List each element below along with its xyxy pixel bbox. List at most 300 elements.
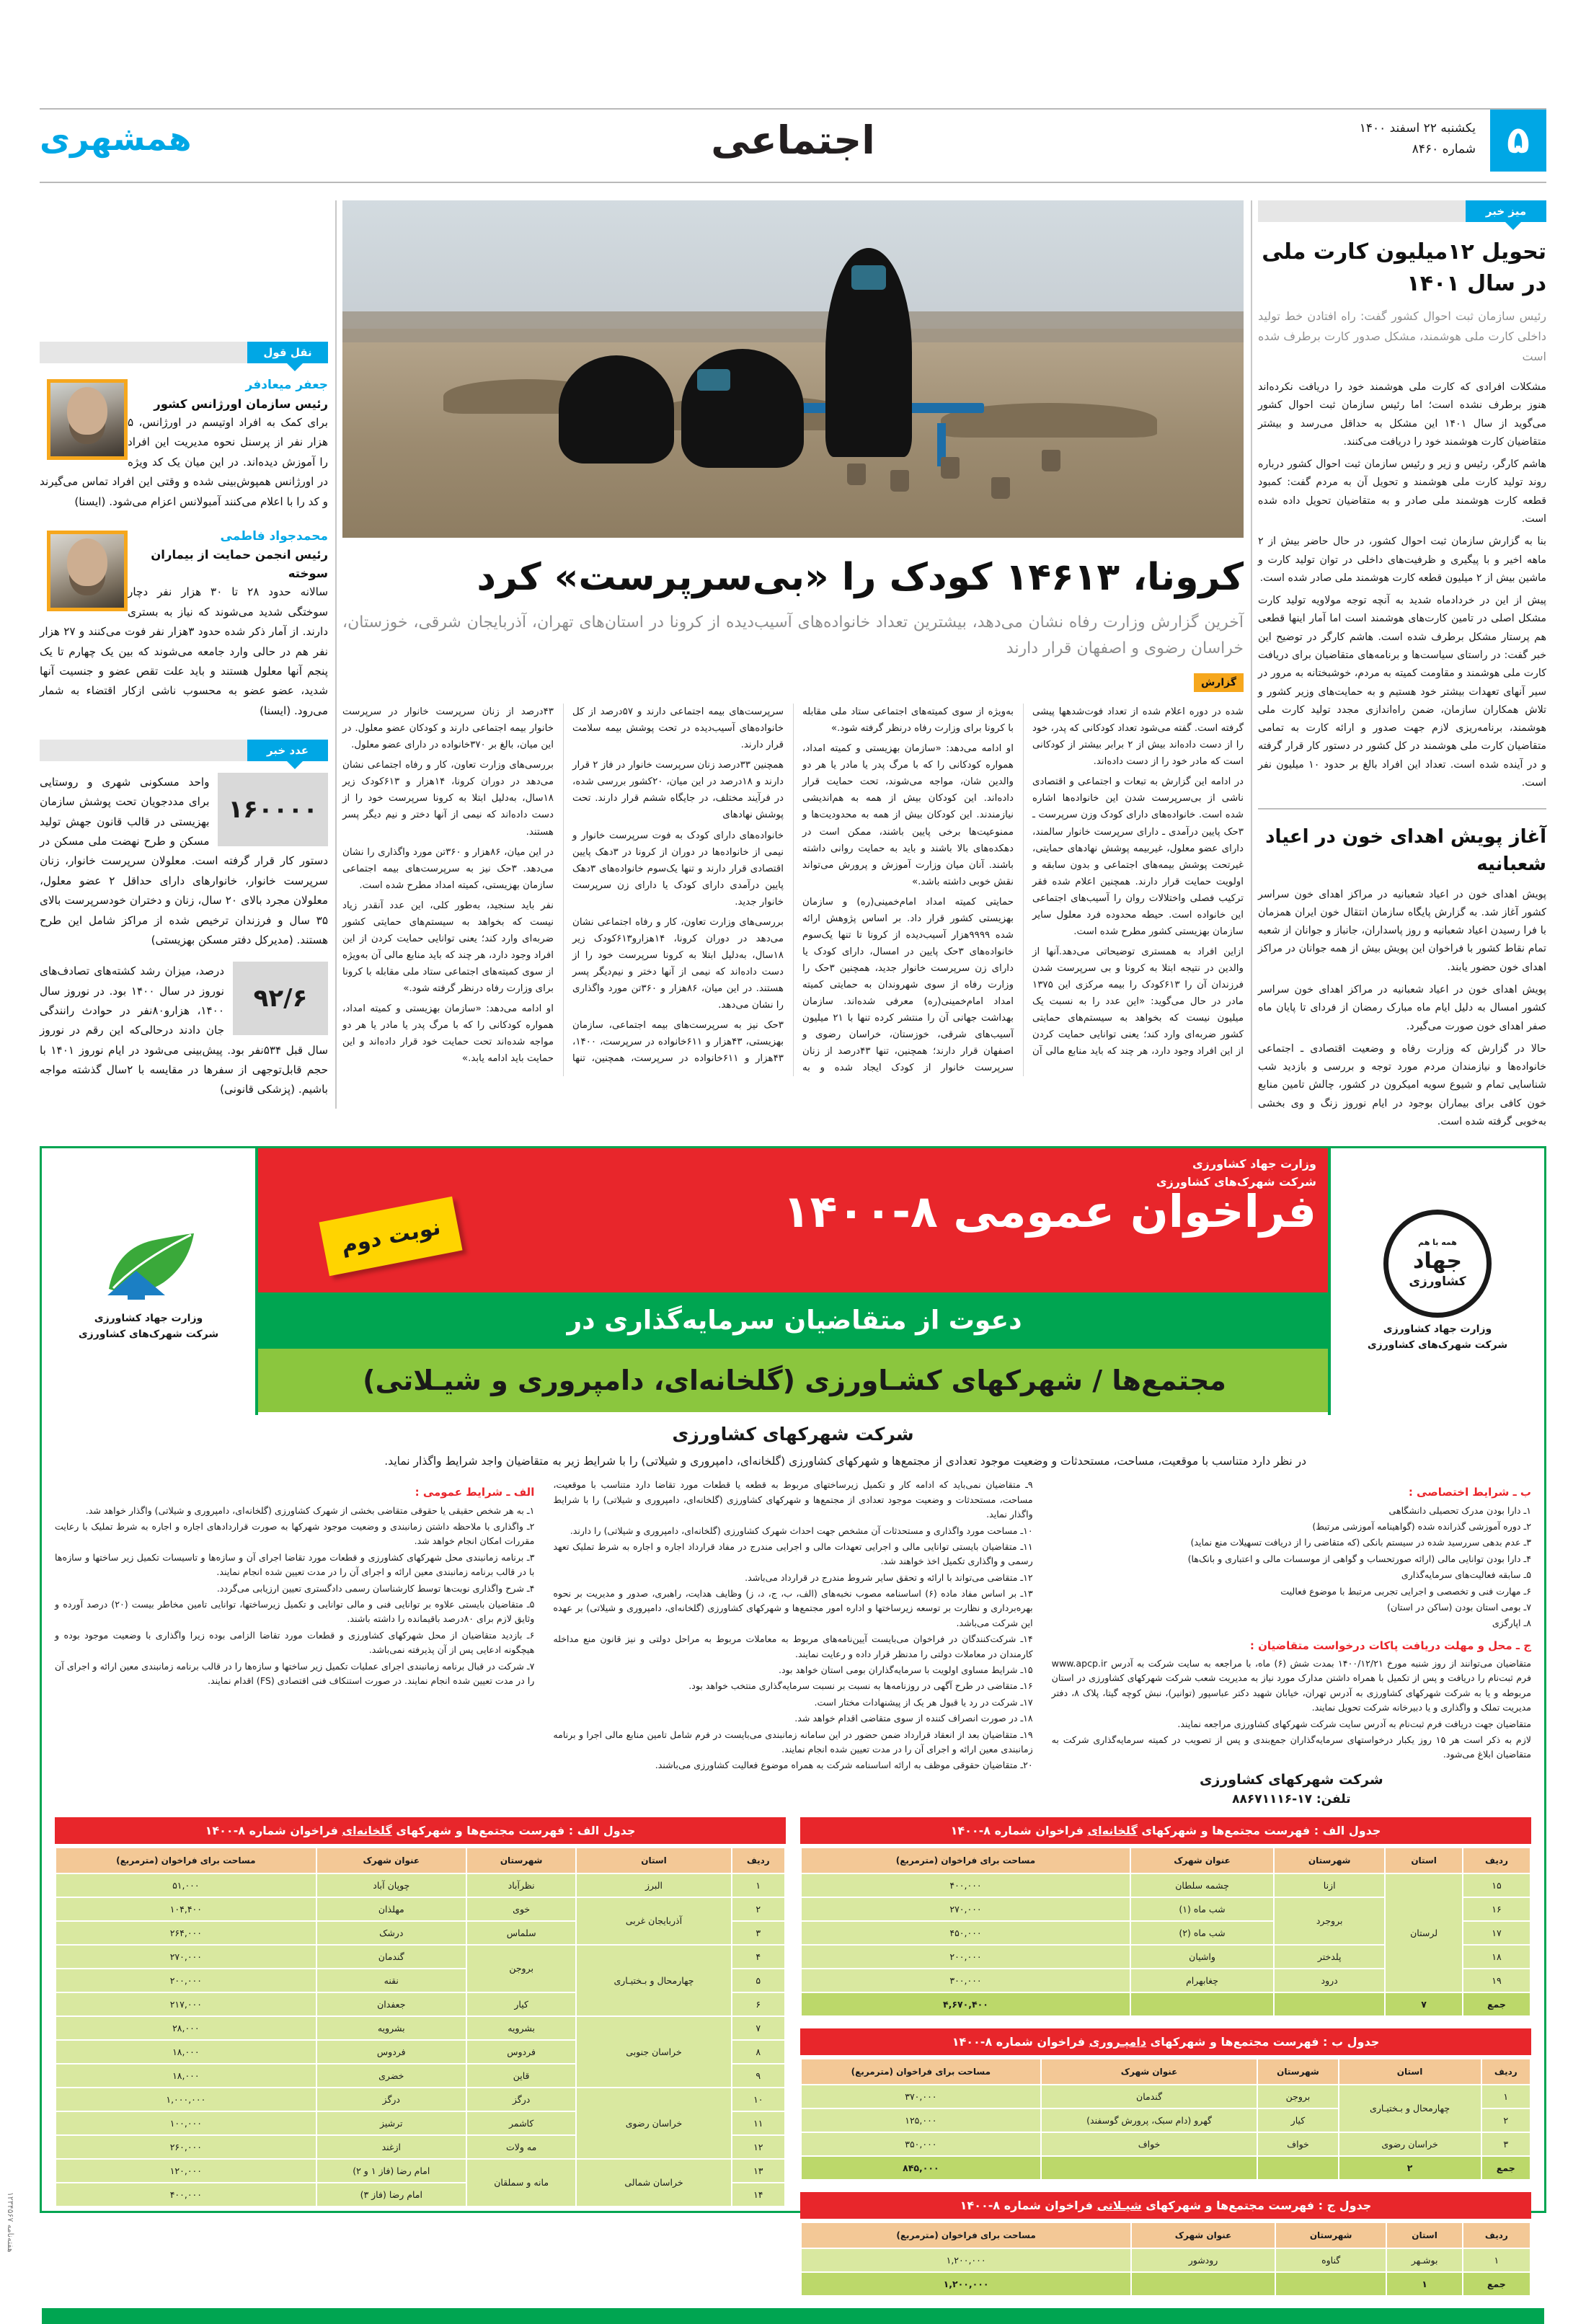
cell-sum-count: ۱: [1386, 2272, 1462, 2296]
agri-town-leaf-icon: [94, 1220, 203, 1307]
th-radif: ردیف: [1481, 2059, 1530, 2085]
number-flag-wrap: [40, 740, 328, 764]
cell-shahrak: درشک: [316, 1921, 466, 1945]
jihad-seal-logo: [1383, 1210, 1492, 1318]
cell-shahrestan: سلماس: [466, 1921, 577, 1945]
list-item: متقاضیان جهت دریافت فرم ثبت‌نام به آدرس سایت شرکت شهرکهای کشاورزی مراجعه نمایند.: [1177, 1718, 1531, 1729]
table-sum-row: [801, 1992, 1530, 2016]
list-item: ۲ـ دوره آموزشی گذرانده شده (گواهینامه آموزشی مرتبط): [1312, 1521, 1531, 1533]
seal-main-text: جهاد: [1412, 1248, 1463, 1274]
news-desk-story1-body: [1258, 378, 1546, 792]
paragraph: ازاین افراد به همستری توضیحاتی می‌دهد.آنها از والدین در نتیجه ابتلا به کرونا و بی سرپرست شدن فرزندان آن را ۶۱۳کودک را بیمه مرکزی این ۱۳۷۵ مادر در حال می‌گوید: «این عدد را به نسبت یک میلیون نیست که بخواهد به سیستم‌های حمایتی کشور ضربه‌ای وارد کند؛ یعنی توانایی حمایت کردن از این افراد وجود دارد، هر چند که باید منابع مالی آن به‌ویژه از سوی کمیته‌های اجتماعی ستاد ملی مقابله با کرونا برای وزارت رفاه درنظر گرفته شود.»: [802, 706, 1244, 1057]
paragraph: بنا به گزارش سازمان ثبت احوال کشور، در حال حاضر بیش از ۲ ماهه اخیر و با پیگیری و ظرفیت‌های داخلی در توان تولید کارت و ماشین بیش از ۲ میلیون قطعه کارت هوشمند ملی صادر شده است.: [1258, 536, 1546, 584]
list-item: ۲ـ واگذاری با ملاحظه داشتن زمانبندی و وضعیت موجود شهرکها به صورت قراردادهای اجاره و اجاره به شرط تملیک با رعایت مقررات امکان انجام خواهد شد.: [55, 1521, 535, 1547]
table-header-row: [801, 2222, 1530, 2248]
cell-shahrak: چغابهرام: [1130, 1969, 1274, 1992]
cell-shahrak: واشیان: [1130, 1945, 1274, 1969]
list-item: ۱ـ دارا بودن مدرک تحصیلی دانشگاهی: [1388, 1504, 1531, 1516]
th-shahrestan: شهرستان: [466, 1848, 577, 1873]
cell-shahrak: چشمه سلطان: [1130, 1873, 1274, 1897]
cell-shahrestan: ازنا: [1274, 1873, 1385, 1897]
cell-radif: ۱: [1463, 2248, 1530, 2272]
cell-radif: ۱۲: [732, 2135, 785, 2159]
cell-shahrestan: فردوس: [466, 2040, 577, 2064]
photo-flower-pot: [941, 457, 960, 479]
news-desk-flag: میز خبر: [1466, 200, 1546, 222]
cell-shahrak: فردوس: [316, 2040, 466, 2064]
table-b: [800, 2058, 1531, 2181]
list-item: متقاضیان می‌توانند از روز شنبه مورخ ۱۴۰۰/۱۲/۲۱ بمدت شش (۶) ماه، با مراجعه به سایت شرکت به آدرس www.apcp.ir فرم ثبت‌نام را دریافت و پس از تکمیل با همراه داشتن مدارک مورد نیاز به مدیریت شعب شرکت شهرکهای کشاورزی در استان مربوطه و یا به شرکت شهرکهای کشاورزی به آدرس تهران، خیابان شهید دکتر عباسپور (توانیر)، نبش کوچه گیتا، پلاک ۸، دفتر مدیریت تملک و واگذاری و یا دبیرخانه شرکت تحویل نمایند.: [1051, 1658, 1531, 1713]
cell-area: ۲۱۷,۰۰۰: [56, 1992, 316, 2016]
ad-special-conditions-heading: ب ـ شرایط اختصاصی :: [1408, 1486, 1531, 1499]
ad-ministry: وزارت جهاد کشاورزی: [1192, 1157, 1316, 1171]
cell-sum-blank: [1275, 2272, 1387, 2296]
ministry-line: وزارت جهاد کشاورزی: [94, 1313, 203, 1325]
ad-green-band-text: دعوت از متقاضیان سرمایه‌گذاری در: [567, 1305, 1022, 1336]
cell-area: ۳۵۰,۰۰۰: [801, 2132, 1041, 2156]
paragraph: بررسی‌های وزارت تعاون، کار و رفاه اجتماعی نشان می‌دهد در دوران کرونا، ۱۴هزارو۶۱۳کودک زیر ۱۸سال، به‌دلیل ابتلا به کرونا سرپرست خود را از دست داده‌اند که نیمی از آنها دختر و نیم‌دیگر پسر هستند. در این میان، ۸۶هزار و ۳۶۰تن مورد واگذاری را نشان می‌دهد.: [572, 916, 784, 1011]
table-header-row: [801, 2059, 1530, 2085]
story-divider: [1258, 808, 1546, 810]
photo-flower-pot: [890, 470, 909, 492]
cell-shahrak: خضری: [316, 2064, 466, 2088]
cell-area: ۲۰۰,۰۰۰: [56, 1969, 316, 1992]
table-a-part2: [800, 1847, 1531, 2017]
cell-radif: ۱: [1481, 2085, 1530, 2108]
page-spine-label: هفته‌نامه ۱۲۳۴۵۶۷: [6, 2192, 15, 2253]
cell-shahrak: نقنه: [316, 1969, 466, 1992]
section-title: [40, 112, 1546, 164]
cell-ostan: البرز: [576, 1873, 731, 1897]
table-c-caption: [800, 2192, 1531, 2219]
quote-person-name: جعفر میعادفر: [245, 378, 328, 392]
table-sum-row: [801, 2272, 1530, 2296]
list-item: ۳ـ عدم بدهی سررسید شده در سیستم بانکی (که متقاضی را از دریافت تسهیلات منع نماید): [1190, 1537, 1531, 1548]
kicker-row: [342, 673, 1244, 692]
table-row: [801, 1873, 1530, 1897]
photo-sky: [342, 200, 1244, 329]
news-desk-story1-headline: تحویل ۱۲میلیون کارت ملی در سال ۱۴۰۱: [1262, 239, 1546, 296]
th-shahrak: عنوان شهرک: [1130, 1848, 1274, 1873]
cell-shahrestan: درود: [1274, 1969, 1385, 1992]
ad-green-footer: [42, 2308, 1544, 2324]
masthead-rule-bottom: [40, 182, 1546, 183]
paragraph: نفر باید سنجید، به‌طور کلی، این عدد آنقدر زیاد نیست که بخواهد به سیستم‌های حمایتی کشور ضربه‌ای وارد کند؛ یعنی توانایی حمایت کردن از این افراد وجود دارد، هر چند که باید منابع مالی آن به‌ویژه از سوی کمیته‌های اجتماعی ستاد ملی مقابله با کرونا برای وزارت رفاه درنظر گرفته شود.»: [342, 900, 554, 994]
cell-shahrestan: کیار: [466, 1992, 577, 2016]
list-item: ۱۷ـ شرکت در رد یا قبول هر یک از پیشنهادات مختار است.: [814, 1696, 1033, 1708]
cell-shahrestan: خوی: [466, 1897, 577, 1921]
ad-signature: شرکت شهرکهای کشاورزی: [1199, 1771, 1383, 1788]
photo-hill: [342, 311, 1244, 342]
list-item: ۴ـ دارا بودن توانایی مالی (ارائه صورتحساب و گواهی از موسسات مالی و اعتباری و بانک‌ها): [1187, 1553, 1531, 1564]
cell-area: ۴۰۰,۰۰۰: [801, 1873, 1130, 1897]
cell-radif: ۲: [1481, 2108, 1530, 2132]
photo-flower-pot: [1042, 450, 1060, 471]
ad-subhead-lead: در نظر دارد متناسب با موقعیت، مساحت، مستحدثات و وضعیت موجود تعدادی از مجتمع‌ها و شهرکهای کشاورزی (گلخانه‌ای، دامپروری و شیلاتی) را با شرایط زیر به متقاضیان واجد شرایط واگذار نماید.: [384, 1455, 1306, 1468]
quote-block: [40, 528, 328, 721]
list-item: ۱۳ـ بر اساس مفاد ماده (۶) اساسنامه مصوب نخبه‌های (الف، ب، ج، د، ز) وظایف هدایت، راهبری، صدور و مدیریت بر نحوه بهره‌برداری و نظارت بر توسعه زیرساختها و اداره امور مجتمع‌ها و شهرکهای کشاورزی (گلخانه‌ای، دامپروری و شیلاتی) بر عهده این شرکت می‌باشد.: [553, 1588, 1033, 1628]
photo-flower-pot: [847, 464, 866, 485]
news-desk-story2-headline: آغاز پویش اهدای خون در اعیاد شعبانیه: [1265, 826, 1546, 875]
main-story-headline: کرونا، ۱۴۶۱۳ کودک را «بی‌سرپرست» کرد: [477, 556, 1244, 599]
quote-portrait-photo: [47, 531, 128, 611]
quote-text: برای کمک به افراد اوتیسم در اورژانس، ۵ هزار نفر از پرسنل نحوه مدیریت این افراد را آموزش دیده‌اند. در این میان یک کد ویژه در اورژانس همپوش‌بینی شده و وقتی این افراد تماس می‌گیرند و کد را با اعلام می‌کنند آمبولانس اعزام می‌شود. (ایسنا): [40, 416, 328, 508]
cell-sum-label: جمع: [1481, 2156, 1530, 2180]
list-item: ۲۰ـ متقاضیان حقوقی موظف به ارائه اساسنامه شرکت به همراه موضوع فعالیت کشاورزی می‌باشند.: [655, 1760, 1033, 1771]
cell-shahrak: امام رضا (فاز ۱ و ۲): [316, 2159, 466, 2183]
list-item: ۵ـ سابقه فعالیت‌های سرمایه‌گذاری: [1401, 1569, 1531, 1581]
cell-shahrestan: قاین: [466, 2064, 577, 2088]
cell-sum-label: جمع: [1463, 2272, 1530, 2296]
ad-terms-col-general: [55, 1478, 534, 1809]
section-title-text: اجتماعی: [711, 117, 875, 163]
cell-area: ۱۰۴,۴۰۰: [56, 1897, 316, 1921]
caption-prefix: جدول الف : فهرست مجتمع‌ها و شهرکهای: [1141, 1823, 1381, 1837]
th-shahrestan: شهرستان: [1274, 1848, 1385, 1873]
cell-radif: ۱۳: [732, 2159, 785, 2183]
cell-shahrestan: مانه و سملقان: [466, 2159, 577, 2207]
seal-sub-text: کشاورزی: [1409, 1274, 1466, 1290]
caption-suffix: فراخوان شماره ۸-۱۴۰۰: [960, 2198, 1094, 2212]
cell-ostan: خراسان جنوبی: [576, 2016, 731, 2088]
advertisement: [40, 1146, 1546, 2289]
cell-shahrak: جعفدان: [316, 1992, 466, 2016]
caption-prefix: جدول ج : فهرست مجتمع‌ها و شهرکهای: [1146, 2198, 1372, 2212]
paragraph: در ادامه این گزارش به تبعات و اجتماعی و اقتصادی ناشی از بی‌سرپرست شدن این خانواده‌ها اشاره شده است. خانواده‌های دارای کودک وزن سرپرست ـ ۳حک پایین درآمدی ـ دارای سرپرست خانوار سالمند، دارای عضو معلول، غیربیمه پوشش نهادهای حمایتی، غیرتحت پوشش بیمه‌های اجتماعی و بدون سابقه و اولویت حمایت قرار دارند. همچنین اعلام شده فقر ترکیب فصلی واختلالات روان را آسیب‌های اجتماعی این خانواده است. حیطه محدوده فرد معلول سایر سازمان بهزیستی کشور مطرح شده است.: [1032, 776, 1244, 937]
cell-shahrak: رودشور: [1131, 2248, 1275, 2272]
article-body-area: [40, 200, 1547, 1127]
cell-shahrestan: خواف: [1257, 2132, 1338, 2156]
cell-shahrak: مهلذان: [316, 1897, 466, 1921]
cell-shahrestan: نظرآباد: [466, 1873, 577, 1897]
caption-underline: دامپـروری: [1089, 2034, 1147, 2049]
th-shahrak: عنوان شهرک: [316, 1848, 466, 1873]
sidebar-column: [40, 200, 328, 1109]
ad-lime-band: [42, 1349, 1544, 1412]
cell-ostan: آذربایجان غربی: [576, 1897, 731, 1945]
paragraph: او ادامه می‌دهد: «سازمان بهزیستی و کمیته امداد، همواره کودکانی را که با مرگ پدر یا مادر یا هر دو والدین شان، مواجه می‌شوند، تحت حمایت قرار داده‌اند. این کودکان بیش از همه به هم‌اندیشی نیازمندند. این کودکان بیش از همه به محدودیت‌ها و ممنوعیت‌ها برخی پایین باشند، ممکن است در دهکده‌های بالا باشند و باید به حمایت روانی داشته باشند. آنان میان وزارت آموزش و پرورش می‌تواند نقش خوبی داشته باشد.»: [802, 743, 1014, 887]
list-item: ۱۰ـ مساحت مورد واگذاری و مستحدثات آن مشخص جهت احداث شهرک کشاورزی (گلخانه‌ای، دامپروری و شیلاتی) را دارند.: [570, 1525, 1033, 1536]
list-item: ۱۹ـ متقاضیان بعد از انعقاد قرارداد ضمن حضور در این سامانه زمانبندی می‌بایست در فرم شامل تامین منابع مالی اجرا و برنامه زمانبندی معین ارائه و اجرای آن را در مدت تعیین شده انجام نمایند.: [553, 1729, 1033, 1755]
table-row: [56, 2088, 785, 2111]
cell-sum-total: ۴,۶۷۰,۴۰۰: [801, 1992, 1130, 2016]
list-item: ۸ـ اپارگزی: [1492, 1618, 1531, 1629]
photo-crouching-mourner: [559, 355, 674, 464]
cell-radif: ۶: [732, 1992, 785, 2016]
table-row: [56, 1873, 785, 1897]
paragraph: مشکلات افرادی که کارت ملی هوشمند خود را دریافت نکرده‌اند هنوز برطرف نشده است؛ اما رئیس سازمان ثبت احوال کشور می‌گوید از سال ۱۴۰۱ این مشکل به حداقل می‌رسد و بیشتر متقاضیان کارت هوشمند خود را دریافت می‌کنند.: [1258, 381, 1547, 448]
number-text: درصد، میزان رشد کشته‌های تصادف‌های نوروز در سال ۱۴۰۰ بود. در نوروز سال ۱۴۰۰، هزارو۸۰نفر در حوادث رانندگی جان دادند درحالی‌که این رقم در نوروز سال قبل ۵۳۴نفر بود. پیش‌بینی می‌شود در ایام نوروز ۱۴۰۱ با حجم قابل‌توجهی از سفرها در مقایسه با ۲سال گذشته مواجه باشیم. (پزشکی قانونی): [40, 964, 329, 1096]
news-desk-story1-lede: رئیس سازمان ثبت احوال کشور گفت: راه افتادن خط تولید داخلی کارت ملی هوشمند، مشکل صدور کارت برطرف شده است: [1258, 309, 1546, 363]
th-area: مساحت برای فراخوان (مترمربع): [801, 1848, 1130, 1873]
ad-telephone: تلفن: ۱۷-۸۸۶۷۱۱۱۶: [1232, 1792, 1351, 1807]
cell-area: ۳۷۰,۰۰۰: [801, 2085, 1041, 2108]
caption-underline: گلخانه‌ای: [342, 1823, 392, 1837]
table-row: [801, 2085, 1530, 2108]
th-radif: ردیف: [732, 1848, 785, 1873]
cell-radif: ۱: [732, 1873, 785, 1897]
cell-radif: ۸: [732, 2040, 785, 2064]
list-item: ۷ـ شرکت در قبال برنامه زمانبندی اجرای عملیات تکمیل زیر ساختها و سازه‌ها را در قالب برنامه زمانبندی معین ارائه و اجرای آن را در مدت تعیین شده انجام نمایند. در صورت استنکاف فنی اقتصادی (FS) اقدام نمایند.: [55, 1660, 535, 1686]
th-ostan: استان: [1386, 2222, 1462, 2248]
table-row: [56, 1945, 785, 1969]
list-item: ۱۵ـ شرایط مساوی اولویت با سرمایه‌گذاران بومی استان خواهد بود.: [778, 1664, 1033, 1676]
table-c: [800, 2222, 1531, 2297]
quote-text: سالانه حدود ۲۸ تا ۳۰ هزار نفر دچار سوختگی شدید می‌شوند که نیاز به بستری دارند. از آمار ذکر شده حدود ۳هزار نفر فوت می‌کنند و ۲۷ هزار نفر هم در حالی وارد جامعه می‌شوند که بین یک چهارم تا یک پنجم آنها معلول هستند و باید علت تقص عضو و جنسیت آنها شدید، عضو عضو به محسوب ناشی ازکار اقتضاء به شمار می‌رود. (ایسنا): [40, 585, 329, 717]
paragraph: همچنین ۳۳درصد زنان سرپرست خانوار در فاز ۲ قرار دارند و ۱۸درصد در این میان، ۲۰کشور بررسی شده، در فرآیند مختلف، در جایگاه ششم قرار دارند. تحت پوشش نهادهای: [572, 760, 784, 821]
cell-area: ۱۲۵,۰۰۰: [801, 2108, 1041, 2132]
cell-area: ۱,۲۰۰,۰۰۰: [801, 2248, 1131, 2272]
masthead-rule-top: [40, 108, 1546, 110]
cell-area: ۴۵۰,۰۰۰: [801, 1921, 1130, 1945]
cell-shahrak: بشرویه: [316, 2016, 466, 2040]
cell-radif: ۴: [732, 1945, 785, 1969]
ad-right-logo-panel: [42, 1148, 258, 1415]
newspaper-logo: همشهری: [40, 119, 192, 158]
cell-shahrak: گندمان: [1041, 2085, 1258, 2108]
cell-sum-blank: [1257, 2156, 1338, 2180]
list-item: ۱ـ به هر شخص حقیقی یا حقوقی متقاضی بخشی از شهرک کشاورزی (گلخانه‌ای، دامپروری و شیلاتی) واگذار خواهد شد.: [85, 1504, 535, 1516]
cell-sum-total: ۸۴۵,۰۰۰: [801, 2156, 1041, 2180]
cell-area: ۱,۰۰۰,۰۰۰: [56, 2088, 316, 2111]
cell-shahrestan: مه ولات: [466, 2135, 577, 2159]
quote-flag-wrap: [40, 342, 328, 366]
column-divider-right: [1251, 200, 1252, 1109]
cell-ostan: خراسان شمالی: [576, 2159, 731, 2207]
table-row: [56, 2016, 785, 2040]
list-item: ۴ـ شرح واگذاری نوبت‌ها توسط کارشناسان رسمی دادگستری تعیین ارزیابی می‌گردد.: [216, 1582, 535, 1594]
th-radif: ردیف: [1463, 1848, 1530, 1873]
th-area: مساحت برای فراخوان (مترمربع): [56, 1848, 316, 1873]
table-header-row: [56, 1848, 785, 1873]
ad-terms-col-middle: [553, 1478, 1032, 1809]
table-a: [55, 1847, 786, 2207]
ad-subhead-title: شرکت شهرکهای کشاورزی: [672, 1424, 914, 1445]
cell-sum-count: ۲: [1339, 2156, 1481, 2180]
paragraph: حالا در گزارش که وزارت رفاه و وضعیت اقتصادی ـ اجتماعی خانواده‌ها و نیازمندان مردم مورد توجه و بررسی و بازدید شب شناسایی تمام و شیوع سویه امیکرون در کشور، چالش تامین منابع خون کافی برای بیماران بوجود در ایام نوروز زنگ و وی بخشی به‌خوبی گرفته شده است.: [1258, 1042, 1546, 1127]
th-ostan: استان: [1385, 1848, 1463, 1873]
cell-shahrak: درگز: [316, 2088, 466, 2111]
issue-date: یکشنبه ۲۲ اسفند ۱۴۰۰: [1359, 121, 1476, 136]
list-item: ۱۶ـ متقاضی در طرح آگهی در روزنامه‌ها به نسبت بر نسبت سرمایه‌گذاری منتخب خواهد بود.: [688, 1680, 1033, 1692]
cell-radif: ۳: [1481, 2132, 1530, 2156]
table-row: [801, 2248, 1530, 2272]
cell-shahrestan: بروجرد: [1274, 1897, 1385, 1945]
caption-underline: شیـلاتی: [1097, 2198, 1142, 2212]
list-item: ۷ـ بومی استان بودن (ساکن در استان): [1387, 1601, 1531, 1613]
th-ostan: استان: [1339, 2059, 1481, 2085]
table-a2-caption: [800, 1817, 1531, 1844]
cell-sum-label: جمع: [1463, 1992, 1530, 2016]
tables-left-stack: [800, 1817, 1531, 2297]
list-item: ۹ـ متقاضیان نمی‌باید که ادامه کار و تکمیل زیرساختهای مربوط به قطعه یا قطعات مورد تقاضا دارد متناسب با موقعیت، مساحت، مستحدثات و وضعیت موجود تعدادی از مجتمع‌ها و شهرکهای کشاورزی (گلخانه‌ای، دامپروری و شیلاتی) را با شرایط واگذار نماید.: [553, 1479, 1033, 1520]
cell-shahrestan: پلدختر: [1274, 1945, 1385, 1969]
cell-area: ۲۷۰,۰۰۰: [56, 1945, 316, 1969]
news-desk-story2-body: [1258, 886, 1546, 1132]
cell-sum-blank2: [1130, 1992, 1274, 2016]
th-radif: ردیف: [1463, 2222, 1530, 2248]
caption-suffix: فراخوان شماره ۸-۱۴۰۰: [205, 1823, 338, 1837]
cell-shahrestan: کاشمر: [466, 2111, 577, 2135]
cell-shahrak: شب ماه (۱): [1130, 1897, 1274, 1921]
company-line: شرکت شهرک‌های کشاورزی: [78, 1329, 219, 1340]
cell-ostan: بوشـهر: [1386, 2248, 1462, 2272]
cell-sum-total: ۱,۲۰۰,۰۰۰: [801, 2272, 1131, 2296]
cell-radif: ۹: [732, 2064, 785, 2088]
caption-prefix: جدول ب : فهرست مجتمع‌ها و شهرکهای: [1150, 2034, 1380, 2049]
cell-shahrak: خواف: [1041, 2132, 1258, 2156]
list-item: ۱۲ـ متقاضی می‌تواند با ارائه و تحقق سایر شروط مندرج در قرارداد می‌باشد.: [745, 1571, 1033, 1583]
portrait-face: [67, 538, 107, 586]
cell-area: ۱۲۰,۰۰۰: [56, 2159, 316, 2183]
cell-shahrestan: بروجن: [466, 1945, 577, 1992]
paragraph: خانواده‌های دارای کودک به فوت سرپرست خانوار و نیمی از خانواده‌ها در دوران از کرونا در ۳دهک پایین اقتصادی قرار دارند و تنها یک‌سوم خانواده‌های ۳دهک پایین درآمدی دارای کودک یا دارای زن سرپرست خانوار جدید.: [572, 830, 784, 908]
cell-sum-blank: [1274, 1992, 1385, 2016]
main-story-lede: آخرین گزارش وزارت رفاه نشان می‌دهد، بیشترین تعداد خانواده‌های آسیب‌دیده از کرونا در استان‌های تهران، آذربایجان شرقی، خوزستان، خراسان رضوی و اصفهان قرار دارند: [342, 613, 1244, 657]
caption-suffix: فراخوان شماره ۸-۱۴۰۰: [950, 1823, 1084, 1837]
paragraph: بررسی‌های وزارت تعاون، کار و رفاه اجتماعی نشان می‌دهد در دوران کرونا، ۱۴هزار و ۶۱۳کودک زیر ۱۸سال، به‌دلیل ابتلا به کرونا سرپرست خود را از دست داده‌اند که نیمی از آنها دختر و نیم دیگر پسر هستند.: [342, 760, 554, 838]
ad-headline: فراخوان عمومی ۸-۱۴۰۰: [782, 1185, 1316, 1238]
caption-prefix: جدول الف : فهرست مجتمع‌ها و شهرکهای: [396, 1823, 636, 1837]
paragraph: هاشم کارگر، رئیس و زیر و رئیس سازمان ثبت احوال کشور درباره روند تولید کارت ملی هوشمند و تحویل آن به مردم گفت: کمبود قطعه کارت هوشمند ملی صادر و به متقاضیان تحویل داده شده است.: [1258, 458, 1546, 525]
ad-terms-col-special: [1052, 1478, 1531, 1809]
list-item: ۶ـ بازدید متقاضیان از محل شهرکهای کشاورزی و قطعات مورد تقاضا الزامی بوده زیرا واگذاری با وضعیت موجود بوده و هیچگونه ادعایی پس از آن پذیرفته نمی‌باشد.: [55, 1629, 535, 1656]
list-item: ۱۴ـ شرکت‌کنندگان در فراخوان می‌بایست آیین‌نامه‌های مربوط به معاملات مربوط به مراحل دولتی و نیز قانون منع مداخله کارمندان در معاملات دولتی را مدنظر قرار داده و رعایت نمایند.: [553, 1633, 1033, 1659]
th-shahrak: عنوان شهرک: [1041, 2059, 1258, 2085]
cell-area: ۴۰۰,۰۰۰: [56, 2183, 316, 2207]
cell-sum-blank2: [1041, 2156, 1258, 2180]
number-value: ۱۶۰۰۰۰: [218, 773, 328, 846]
cell-area: ۳۰۰,۰۰۰: [801, 1969, 1130, 1992]
paragraph: شده در دوره اعلام شده از تعداد فوت‌شدهها پیشی گرفته است. گفته می‌شود تعداد کودکانی که پدر، خود را از دست داده‌اند بیش از ۲ برابر بیشتر از کودکانی است که مادر خود را از دست داده‌اند.: [1032, 706, 1244, 768]
ad-left-logo-panel: [1328, 1148, 1544, 1415]
ad-round-stamp: نوبت دوم: [319, 1197, 462, 1276]
kicker-badge: گزارش: [1194, 673, 1244, 692]
cell-area: ۲۶۰,۰۰۰: [56, 2135, 316, 2159]
cell-area: ۲۷۰,۰۰۰: [801, 1897, 1130, 1921]
table-a-caption: [55, 1817, 786, 1844]
number-flag: عدد خبر: [247, 740, 328, 761]
cell-shahrak: گهرو (دام سبک، پرورش گوسفند): [1041, 2108, 1258, 2132]
number-value: ۹۲/۶: [233, 962, 328, 1035]
th-area: مساحت برای فراخوان (مترمربع): [801, 2222, 1131, 2248]
cell-ostan: چهارمحال و بـختیـاری: [1339, 2085, 1481, 2132]
cell-shahrak: چوپان آباد: [316, 1873, 466, 1897]
cell-shahrak: امام رضا (فاز ۳): [316, 2183, 466, 2207]
table-row: [56, 2159, 785, 2183]
quote-portrait-photo: [47, 379, 128, 460]
cell-shahrestan: بروجن: [1257, 2085, 1338, 2108]
ad-logo-caption-right: [79, 1311, 218, 1342]
cell-shahrak: شب ماه (۲): [1130, 1921, 1274, 1945]
list-item: ۱۸ـ در صورت انصراف کننده از سوی متقاضی اقدام خواهد شد.: [794, 1713, 1033, 1724]
cell-radif: ۱۴: [732, 2183, 785, 2207]
paragraph: پویش اهدای خون در اعیاد شعبانیه در مراکز اهدای خون سراسر کشور امسال به دلیل ایام ماه مبارک رمضان از فردای تا پایان ماه صفر اهدای خون صورت می‌گیرد.: [1258, 983, 1546, 1032]
cell-radif: ۱۸: [1463, 1945, 1530, 1969]
cell-sum-blank2: [1131, 2272, 1275, 2296]
table-sum-row: [801, 2156, 1530, 2180]
news-desk-flag-wrap: [1258, 200, 1546, 225]
photo-standing-mourner: [825, 248, 912, 457]
main-story-photo: [342, 200, 1244, 538]
issue-number: شماره ۸۴۶۰: [1412, 141, 1476, 156]
quote-flag: نقل قول: [247, 342, 328, 363]
column-divider-left: [335, 200, 337, 1109]
list-item: ۶ـ مهارت فنی و تخصصی و اجرایی تجربی مرتبط با موضوع فعالیت: [1280, 1585, 1531, 1597]
quote-person-role: رئیس انجمن حمایت از بیماران سوخته: [151, 548, 328, 580]
news-desk-column: [1258, 200, 1547, 1127]
cell-area: ۲۰۰,۰۰۰: [801, 1945, 1130, 1969]
ad-green-band: [42, 1292, 1544, 1349]
th-ostan: استان: [576, 1848, 731, 1873]
ad-lime-band-text: مجتمع‌ها / شهرکهای کشـاورزی (گلخانه‌ای، دامپروری و شیـلاتی): [363, 1365, 1226, 1396]
cell-shahrestan: بشرویه: [466, 2016, 577, 2040]
list-item: ۵ـ متقاضیان بایستی علاوه بر توانایی فنی و مالی توانایی و تکمیل زیرساختها، توانایی تامین مخاطر بیست (۲۰) درصد آورده و وثایق لازم برای ۸۰درصد باقیمانده را داشته باشند.: [55, 1598, 535, 1625]
cell-shahrestan: درگز: [466, 2088, 577, 2111]
cell-area: ۱۸,۰۰۰: [56, 2064, 316, 2088]
cell-area: ۵۱,۰۰۰: [56, 1873, 316, 1897]
paragraph: ۳حک نیز به سرپرست‌های بیمه اجتماعی، سازمان بهزیستی، ۴۳هزار و ۶۱۱خانواده در سرپرست، ۱۴۰۰، ۴۳هزار و ۶۱۱خانواده در سرپرست، همچنین، تنها ۴۳درصد از زنان سرپرست خانوار در سرپرست خانوار بیمه اجتماعی دارند و کودکان عضو معلول. در این میان، بالغ بر ۳۷۰خانواده در دارای عضو معلول.: [342, 706, 784, 1065]
cell-area: ۲۶۴,۰۰۰: [56, 1921, 316, 1945]
portrait-face: [67, 387, 107, 435]
cell-ostan: چهارمحال و بـختیـاری: [576, 1945, 731, 2016]
th-shahrak: عنوان شهرک: [1131, 2222, 1275, 2248]
table-row: [801, 2132, 1530, 2156]
seal-top-text: همه با هم: [1418, 1238, 1457, 1248]
cell-radif: ۱۹: [1463, 1969, 1530, 1992]
cell-radif: ۷: [732, 2016, 785, 2040]
ministry-line: وزارت جهاد کشاورزی: [1383, 1323, 1492, 1336]
ad-subheading: [42, 1412, 1544, 1475]
cell-radif: ۲: [732, 1897, 785, 1921]
list-item: ۱۱ـ متقاضیان بایستی توانایی مالی و اجرایی تعهدات مالی و اجرایی مندرج در مفاد قرارداد اجاره و اجاره به شرط تملیک تعهد رسمی و واگذاری تکمیل اخذ خواهند شد.: [553, 1540, 1033, 1567]
number-block: [40, 773, 328, 950]
cell-sum-count: ۷: [1385, 1992, 1463, 2016]
cell-radif: ۱۷: [1463, 1921, 1530, 1945]
cell-ostan: خراسان رضوی: [1339, 2132, 1481, 2156]
table-header-row: [801, 1848, 1530, 1873]
paragraph: پویش اهدای خون در اعیاد شعبانیه در مراکز اهدای خون سراسر کشور آغاز شد. به گزارش پایگاه سازمان انتقال خون ایران همزمان با فرا رسیدن اعیاد شعبانیه و روز پاسداران، جانباز و جوانان از شعبه تمام نقاط کشور با فراخوان این پویش بیش از همه جوانان در مراکز اهدای خون حضور یابند.: [1258, 888, 1546, 973]
cell-shahrak: ترشیز: [316, 2111, 466, 2135]
cell-shahrak: ازغند: [316, 2135, 466, 2159]
number-text: واحد مسکونی شهری و روستایی برای مددجویان تحت پوشش سازمان بهزیستی در قالب قانون جهش تولید مسکن و طرح نهضت ملی مسکن در دستور کار قرار گرفته است. معلولان سرپرست خانوار، زنان سرپرست خانوار، خانوارهای دارای حداقل ۲ عضو معلول، معلولان مجرد بالای ۲۰ سال، زنان و دختران خودسرپرست بالای ۳۵ سال و فرزندان ترخیص شده از مراکز شامل این طرح هستند. (مدیرکل دفتر مسکن بهزیستی): [40, 776, 329, 946]
list-item: لازم به ذکر است هر ۱۵ روز یکبار درخواستهای سرمایه‌گذاران جمع‌بندی و پس از تصویب در کمیته سرمایه‌گذاری شرکت به متقاضیان ابلاغ می‌شود.: [1051, 1734, 1531, 1760]
cell-shahrak: گندمان: [316, 1945, 466, 1969]
main-story-text-grid: [342, 704, 1244, 1076]
caption-underline: گلخانه‌ای: [1087, 1823, 1138, 1837]
table-b-caption: [800, 2028, 1531, 2055]
tables-right-stack: [55, 1817, 786, 2297]
cell-radif: ۱۱: [732, 2111, 785, 2135]
table-row: [56, 1897, 785, 1921]
cell-radif: ۱۶: [1463, 1897, 1530, 1921]
th-area: مساحت برای فراخوان (مترمربع): [801, 2059, 1041, 2085]
cell-area: ۱۰۰,۰۰۰: [56, 2111, 316, 2135]
cell-radif: ۵: [732, 1969, 785, 1992]
paragraph: در این میان، ۸۶هزار و ۳۶۰تن مورد واگذاری را نشان می‌دهد. ۳حک نیز به سرپرست‌های بیمه اجتماعی سازمان بهزیستی، کمیته امداد مطرح شده است.: [342, 846, 554, 891]
photo-flower-pot: [991, 477, 1010, 499]
quote-block: [40, 376, 328, 512]
cell-radif: ۳: [732, 1921, 785, 1945]
cell-ostan: لرستان: [1385, 1873, 1463, 1992]
masthead: [40, 108, 1546, 187]
company-line: شرکت شهرک‌های کشاورزی: [1367, 1339, 1508, 1351]
cell-shahrestan: گناوه: [1275, 2248, 1387, 2272]
th-shahrestan: شهرستان: [1257, 2059, 1338, 2085]
list-item: ۳ـ برنامه زمانبندی محل شهرکهای کشاورزی و قطعات مورد تقاضا اجرای آن و سازه‌ها و تاسیسات تکمیل زیر ساختها و سازه‌ها با در قالب برنامه زمانبندی معین ارائه و اجرای آن را در مدت تعیین شده انجام نمایند.: [55, 1551, 535, 1578]
ad-deadline-heading: ج ـ محل و مهلت دریافت پاکات درخواست متقاضیان :: [1249, 1638, 1531, 1652]
ad-tables: [42, 1817, 1544, 2308]
